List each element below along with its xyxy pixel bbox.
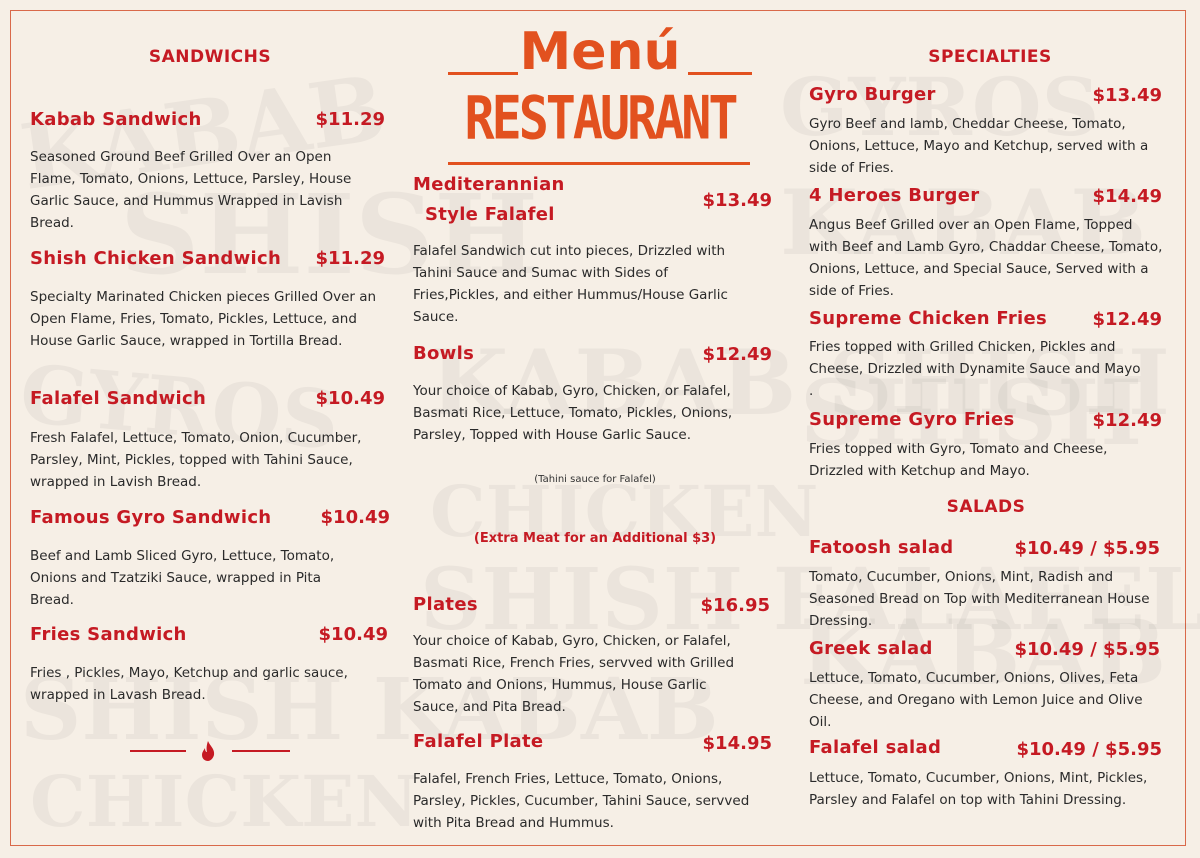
item-name: Fries Sandwich: [30, 624, 187, 645]
item-name: Greek salad: [809, 638, 933, 659]
item-name: Falafel Plate: [413, 731, 544, 752]
specialties-heading: SPECIALTIES: [928, 47, 1052, 67]
sandwiches-heading: SANDWICHS: [148, 47, 272, 67]
item-name: Falafel salad: [809, 737, 942, 758]
item-price: $10.49 / $5.95: [1014, 538, 1160, 559]
item-description: Seasoned Ground Beef Grilled Over an Open Flame, Tomato, Onions, Lettuce, Parsley, House Garlic Sauce, and Hummus Wrapped in Lavish Bread.: [30, 149, 352, 231]
item-price: $16.95: [700, 595, 770, 616]
item-description: Lettuce, Tomato, Cucumber, Onions, Mint, Pickles, Parsley and Falafel on top with Tahini Dressing.: [809, 770, 1148, 808]
item-name: Bowls: [413, 343, 475, 364]
item-description: Angus Beef Grilled over an Open Flame, Topped with Beef and Lamb Gyro, Chaddar Cheese, Tomato, Onions, Lettuce, and Special Sauce, Served with a side of Fries.: [809, 217, 1163, 299]
item-description: Lettuce, Tomato, Cucumber, Onions, Olives, Feta Cheese, and Oregano with Lemon Juice and Olive Oil.: [809, 670, 1143, 730]
item-price: $10.49: [320, 507, 390, 528]
item-description: Tomato, Cucumber, Onions, Mint, Radish and Seasoned Bread on Top with Mediterranean House Dressing.: [809, 569, 1150, 629]
flame-icon: [199, 740, 217, 762]
item-price: $10.49: [318, 624, 388, 645]
item-name: Supreme Gyro Fries: [809, 409, 1015, 430]
item-note: (Tahini sauce for Falafel): [534, 474, 656, 485]
item-description: Fresh Falafel, Lettuce, Tomato, Onion, Cucumber, Parsley, Mint, Pickles, topped with Tahini Sauce, wrapped in Lavish Bread.: [30, 430, 362, 490]
item-name: Supreme Chicken Fries: [809, 308, 1048, 329]
extra-meat-note: (Extra Meat for an Additional $3): [473, 531, 717, 546]
item-price: $14.95: [702, 733, 772, 754]
item-price: $12.49: [1092, 309, 1162, 330]
item-description: Beef and Lamb Sliced Gyro, Lettuce, Tomato, Onions and Tzatziki Sauce, wrapped in Pita Bread.: [30, 548, 335, 608]
item-name: Famous Gyro Sandwich: [30, 507, 272, 528]
restaurant-title: RESTAURANT: [464, 83, 736, 153]
item-price: $10.49: [315, 388, 385, 409]
item-description: Fries topped with Grilled Chicken, Pickles and Cheese, Drizzled with Dynamite Sauce and Mayo .: [809, 339, 1141, 399]
item-description: Specialty Marinated Chicken pieces Grilled Over an Open Flame, Fries, Tomato, Pickles, Lettuce, and House Garlic Sauce, wrapped in Tortilla Bread.: [30, 289, 377, 349]
title-bottom-line: [448, 162, 750, 165]
item-description: Fries topped with Gyro, Tomato and Cheese, Drizzled with Ketchup and Mayo.: [809, 441, 1108, 479]
item-name: Mediterannian: [413, 174, 565, 195]
item-price: $12.49: [1092, 410, 1162, 431]
salads-heading: SALADS: [946, 497, 1026, 517]
item-name: Fatoosh salad: [809, 537, 954, 558]
item-name: 4 Heroes Burger: [809, 185, 980, 206]
divider-left-line: [130, 750, 186, 752]
menu-title: Menú: [519, 22, 681, 82]
item-price: $10.49 / $5.95: [1016, 739, 1162, 760]
item-name: Kabab Sandwich: [30, 109, 202, 130]
item-name: Shish Chicken Sandwich: [30, 248, 282, 269]
item-price: $13.49: [1092, 85, 1162, 106]
item-price: $12.49: [702, 344, 772, 365]
item-price: $11.29: [315, 248, 385, 269]
item-description: Your choice of Kabab, Gyro, Chicken, or Falafel, Basmati Rice, French Fries, servved with Grilled Tomato and Onions, Hummus, House Garlic Sauce, and Pita Bread.: [413, 633, 735, 715]
item-description: Gyro Beef and lamb, Cheddar Cheese, Tomato, Onions, Lettuce, Mayo and Ketchup, served with a side of Fries.: [809, 116, 1149, 176]
item-name-line-2: Style Falafel: [425, 204, 555, 225]
item-description: Your choice of Kabab, Gyro, Chicken, or Falafel, Basmati Rice, Lettuce, Tomato, Pickles, Onions, Parsley, Topped with House Garlic Sauce.: [413, 383, 733, 443]
item-price: $10.49 / $5.95: [1014, 639, 1160, 660]
item-name: Falafel Sandwich: [30, 388, 207, 409]
item-description: Falafel, French Fries, Lettuce, Tomato, Onions, Parsley, Pickles, Cucumber, Tahini Sauce, servved with Pita Bread and Hummus.: [413, 771, 750, 831]
item-description: Fries , Pickles, Mayo, Ketchup and garlic sauce, wrapped in Lavash Bread.: [30, 665, 348, 703]
item-name: Plates: [413, 594, 478, 615]
item-name: Gyro Burger: [809, 84, 936, 105]
item-price: $13.49: [702, 190, 772, 211]
item-price: $11.29: [315, 109, 385, 130]
item-price: $14.49: [1092, 186, 1162, 207]
item-description: Falafel Sandwich cut into pieces, Drizzled with Tahini Sauce and Sumac with Sides of Fries,Pickles, and either Hummus/House Garlic Sauce.: [413, 243, 728, 325]
divider-right-line: [232, 750, 290, 752]
